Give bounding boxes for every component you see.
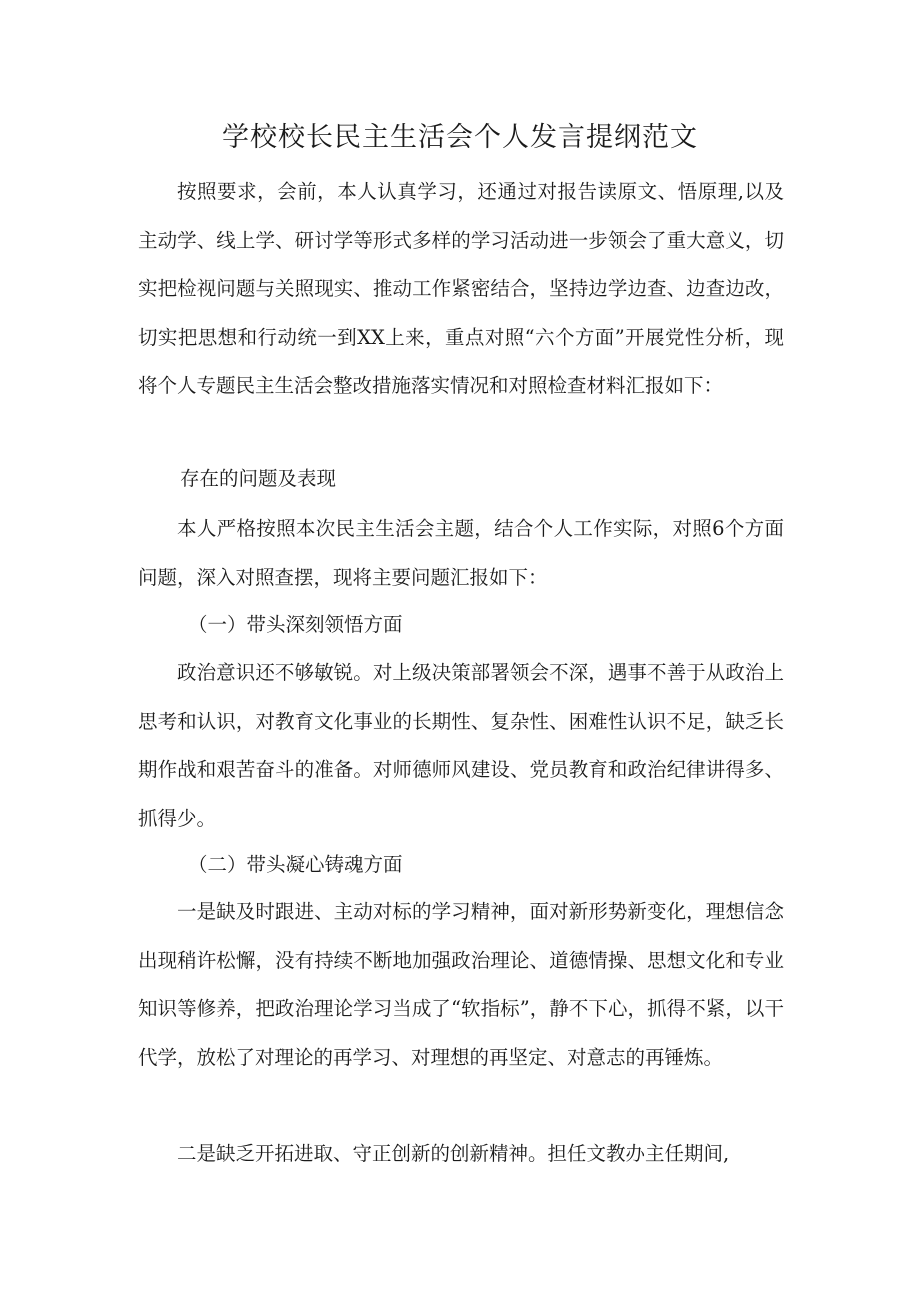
subsection-2-heading: （二）带头凝心铸魂方面 [188, 853, 403, 876]
subsection-1-heading: （一）带头深刻领悟方面 [188, 613, 403, 636]
section-intro-paragraph: 本人严格按照本次民主生活会主题，结合个人工作实际，对照6个方面问题，深入对照查摆，现将主要问题汇报如下： [138, 517, 784, 589]
intro-paragraph: 按照要求，会前，本人认真学习，还通过对报告读原文、悟原理,以及主动学、线上学、研讨学等形式多样的学习活动进一步领会了重大意义，切实把检视问题与关照现实、推动工作紧密结合，坚持边学边查、边查边改，切实把思想和行动统一到XX上来，重点对照“六个方面”开展党性分析，现将个人专题民主生活会整改措施落实情况和对照检查材料汇报如下： [138, 180, 784, 397]
subsection-2-point-2: 二是缺乏开拓进取、守正创新的创新精神。担任文教办主任期间, [177, 1142, 730, 1165]
document-title: 学校校长民主生活会个人发言提纲范文 [222, 122, 698, 153]
subsection-1-body: 政治意识还不够敏锐。对上级决策部署领会不深，遇事不善于从政治上思考和认识，对教育文化事业的长期性、复杂性、困难性认识不足，缺乏长期作战和艰苦奋斗的准备。对师德师风建设、党员教育和政治纪律讲得多、抓得少。 [138, 661, 784, 830]
section-heading: 存在的问题及表现 [180, 467, 337, 490]
subsection-2-point-1: 一是缺及时跟进、主动对标的学习精神，面对新形势新变化，理想信念出现稍许松懈，没有持续不断地加强政治理论、道德情操、思想文化和专业知识等修养，把政治理论学习当成了“软指标”，静不下心，抓得不紧，以干代学，放松了对理论的再学习、对理想的再坚定、对意志的再锤炼。 [138, 900, 784, 1069]
